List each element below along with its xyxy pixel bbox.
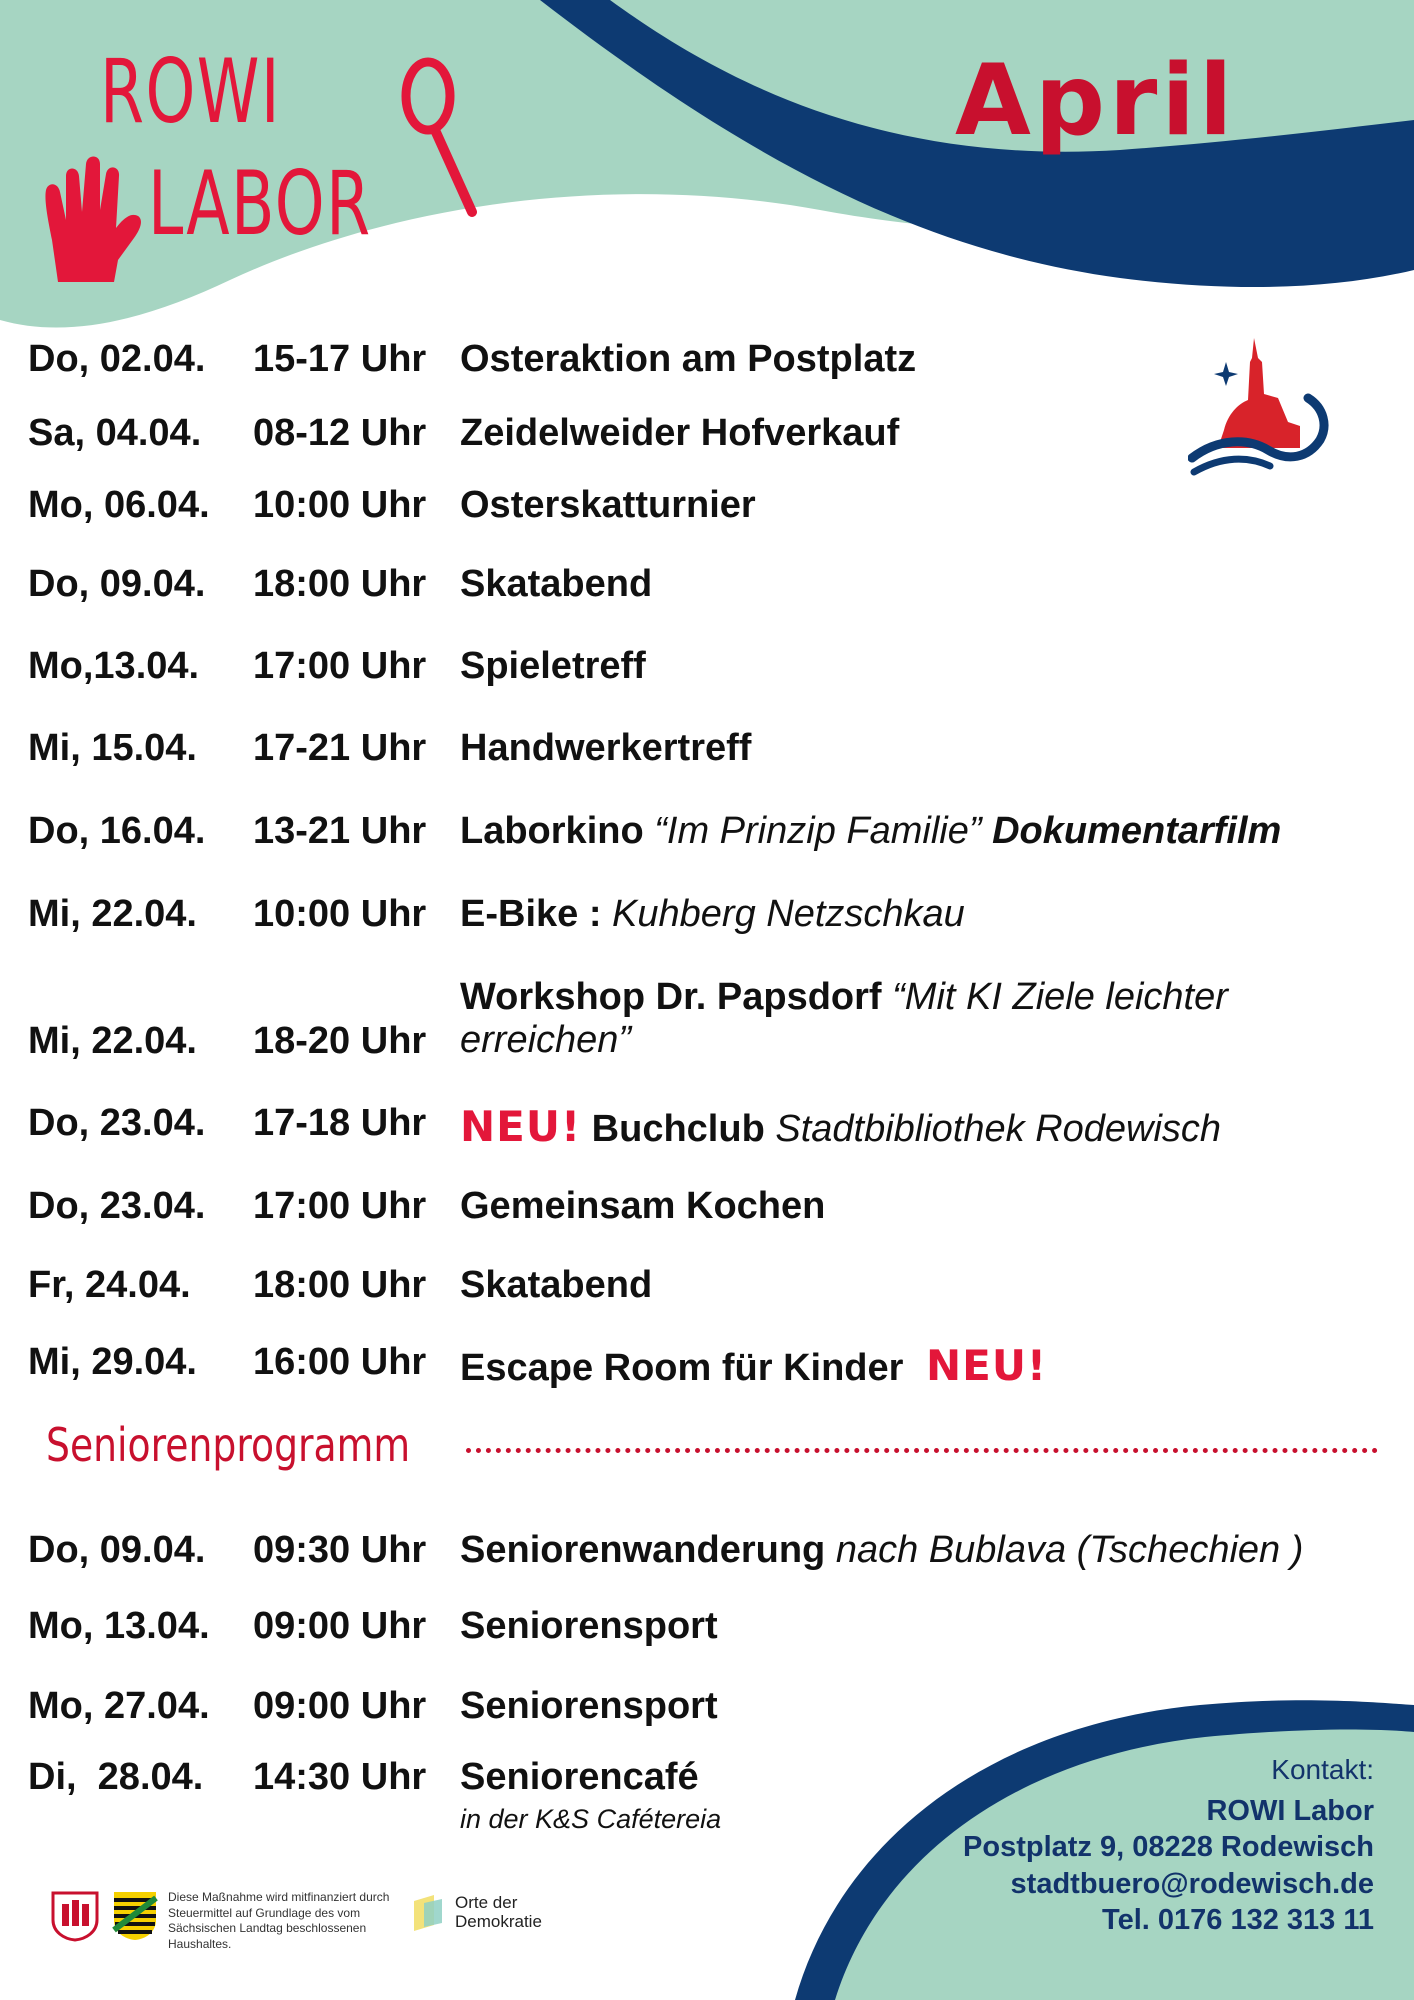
event-time: 17-18 Uhr bbox=[253, 1102, 427, 1144]
event-detail: nach Bublava (Tschechien ) bbox=[835, 1529, 1304, 1571]
event-title-group bbox=[460, 1102, 1400, 1151]
event-date: Fr, 24.04. bbox=[28, 1264, 191, 1306]
event-time: 18:00 Uhr bbox=[253, 563, 427, 605]
event-time: 10:00 Uhr bbox=[253, 893, 427, 935]
event-date: Do, 23.04. bbox=[28, 1102, 206, 1144]
funding-notice: Diese Maßnahme wird mitfinanziert durch Steuermittel auf Grundlage des vom Sächsischen Landtag beschlossenen Haushaltes. bbox=[168, 1890, 390, 1951]
event-title: Seniorensport bbox=[460, 1605, 718, 1647]
event-date: Do, 02.04. bbox=[28, 338, 206, 380]
logo-text-rowi: ROWI bbox=[100, 40, 281, 143]
month-title: April bbox=[955, 44, 1237, 158]
event-time: 17-21 Uhr bbox=[253, 727, 427, 769]
event-title-group bbox=[460, 893, 1400, 936]
event-title: Workshop Dr. Papsdorf bbox=[460, 976, 882, 1018]
dotted-divider bbox=[466, 1448, 1378, 1453]
contact-label: Kontakt: bbox=[1271, 1754, 1374, 1785]
event-time: 10:00 Uhr bbox=[253, 484, 427, 526]
event-detail: “Mit KI Ziele leichter erreichen” bbox=[460, 976, 1228, 1061]
event-time: 17:00 Uhr bbox=[253, 1185, 427, 1227]
event-date: Mi, 22.04. bbox=[28, 1020, 197, 1062]
event-date: Do, 09.04. bbox=[28, 1529, 206, 1571]
event-date: Do, 23.04. bbox=[28, 1185, 206, 1227]
event-title: E-Bike : bbox=[460, 893, 602, 935]
event-time: 18-20 Uhr bbox=[253, 1020, 427, 1062]
event-title: Buchclub bbox=[591, 1108, 765, 1150]
event-date: Mi, 29.04. bbox=[28, 1341, 197, 1383]
contact-address: Postplatz 9, 08228 Rodewisch bbox=[963, 1831, 1374, 1864]
event-detail: Stadtbibliothek Rodewisch bbox=[775, 1108, 1222, 1150]
hand-icon bbox=[38, 150, 148, 290]
event-date: Mo,13.04. bbox=[28, 645, 200, 687]
event-extra: Dokumentarfilm bbox=[992, 810, 1282, 852]
event-title: Seniorensport bbox=[460, 1685, 718, 1727]
event-time: 15-17 Uhr bbox=[253, 338, 427, 380]
logo-text-labor: LABOR bbox=[148, 152, 372, 255]
event-detail: “Im Prinzip Familie” bbox=[654, 810, 982, 852]
event-title: Handwerkertreff bbox=[460, 727, 752, 769]
new-badge: NEU! bbox=[460, 1102, 582, 1151]
event-title: Spieletreff bbox=[460, 645, 646, 687]
event-time: 18:00 Uhr bbox=[253, 1264, 427, 1306]
event-date: Mi, 22.04. bbox=[28, 893, 197, 935]
event-time: 09:00 Uhr bbox=[253, 1605, 427, 1647]
orte-der-demokratie-logo-icon bbox=[410, 1893, 446, 1933]
event-date: Do, 09.04. bbox=[28, 563, 206, 605]
event-time: 08-12 Uhr bbox=[253, 412, 427, 454]
contact-name: ROWI Labor bbox=[1206, 1795, 1374, 1827]
event-title-group bbox=[460, 976, 1400, 1062]
event-time: 09:30 Uhr bbox=[253, 1529, 427, 1571]
event-title: Skatabend bbox=[460, 563, 653, 605]
event-title: Laborkino bbox=[460, 810, 644, 852]
event-title: Seniorencafé bbox=[460, 1756, 699, 1798]
event-date: Mo, 27.04. bbox=[28, 1685, 210, 1727]
event-detail: Kuhberg Netzschkau bbox=[612, 893, 965, 935]
contact-email[interactable]: stadtbuero@rodewisch.de bbox=[1010, 1867, 1374, 1900]
senior-program-heading: Seniorenprogramm bbox=[46, 1418, 411, 1472]
new-badge: NEU! bbox=[925, 1341, 1048, 1390]
event-date: Do, 16.04. bbox=[28, 810, 206, 852]
event-title: Seniorenwanderung bbox=[460, 1529, 826, 1571]
event-title: Osterskatturnier bbox=[460, 484, 756, 526]
event-date: Mo, 13.04. bbox=[28, 1605, 210, 1647]
event-detail: in der K&S Cafétereia bbox=[460, 1804, 722, 1834]
event-title: Escape Room für Kinder bbox=[460, 1347, 904, 1389]
event-title: Skatabend bbox=[460, 1264, 653, 1306]
event-title: Osteraktion am Postplatz bbox=[460, 338, 917, 380]
event-time: 16:00 Uhr bbox=[253, 1341, 427, 1383]
event-title-group bbox=[460, 1529, 1400, 1572]
event-date: Di, 28.04. bbox=[28, 1756, 204, 1798]
saxony-coat-of-arms-icon bbox=[112, 1890, 158, 1942]
event-title: Zeidelweider Hofverkauf bbox=[460, 412, 900, 454]
town-coat-of-arms-icon bbox=[50, 1890, 100, 1942]
contact-phone[interactable]: Tel. 0176 132 313 11 bbox=[1102, 1903, 1374, 1936]
partner-name: Orte der Demokratie bbox=[455, 1893, 542, 1931]
event-title-group bbox=[460, 1341, 1400, 1390]
event-title: Gemeinsam Kochen bbox=[460, 1185, 826, 1227]
event-title-group bbox=[460, 810, 1400, 853]
event-date: Sa, 04.04. bbox=[28, 412, 202, 454]
event-time: 09:00 Uhr bbox=[253, 1685, 427, 1727]
event-date: Mo, 06.04. bbox=[28, 484, 210, 526]
event-time: 14:30 Uhr bbox=[253, 1756, 427, 1798]
contact-block bbox=[963, 1752, 1374, 1938]
event-time: 17:00 Uhr bbox=[253, 645, 427, 687]
event-date: Mi, 15.04. bbox=[28, 727, 197, 769]
event-time: 13-21 Uhr bbox=[253, 810, 427, 852]
magnifier-icon bbox=[390, 54, 485, 224]
